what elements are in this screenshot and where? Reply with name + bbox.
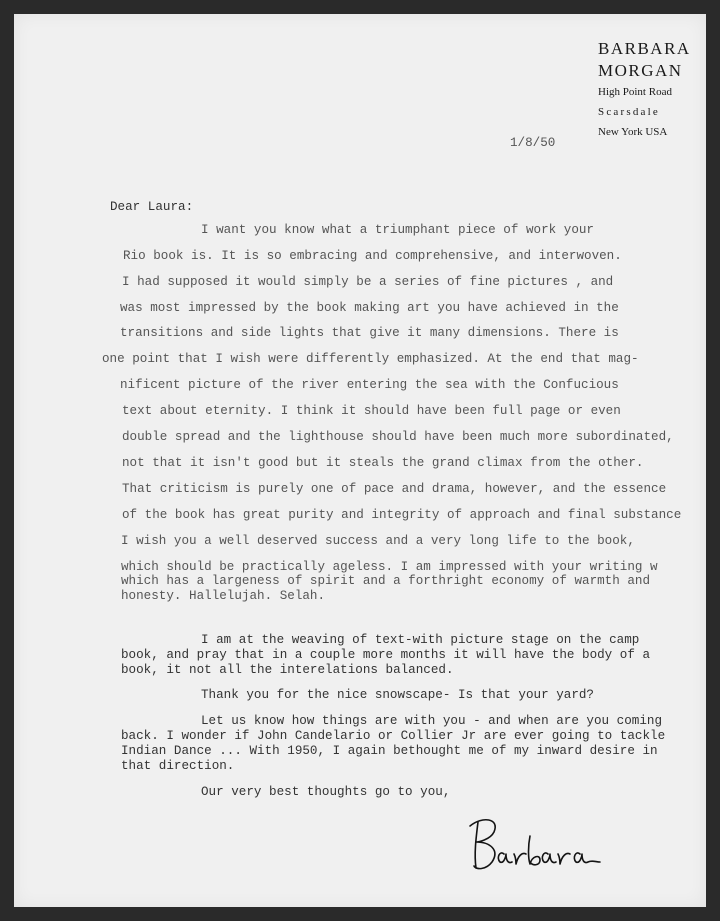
letterhead-state: New York USA: [598, 126, 668, 138]
body-line: I am at the weaving of text-with picture stage on the camp: [201, 633, 640, 647]
body-line: back. I wonder if John Candelario or Collier Jr are ever going to tackle: [121, 729, 666, 743]
body-line: not that it isn't good but it steals the grand climax from the other.: [122, 456, 644, 470]
body-line: Let us know how things are with you - and when are you coming: [201, 714, 663, 728]
body-line: nificent picture of the river entering the sea with the Confucious: [120, 378, 619, 392]
body-line: Thank you for the nice snowscape- Is that your yard?: [201, 688, 594, 702]
body-line: Rio book is. It is so embracing and comprehensive, and interwoven.: [123, 249, 622, 263]
letter-page: [14, 14, 706, 907]
body-line: was most impressed by the book making art you have achieved in the: [120, 301, 619, 315]
body-line: I want you know what a triumphant piece of work your: [201, 223, 594, 237]
letter-date: 1/8/50: [510, 136, 556, 150]
letterhead-name-last: MORGAN: [598, 61, 683, 80]
letterhead: [598, 38, 691, 142]
handwritten-signature: [464, 810, 604, 880]
body-line: honesty. Hallelujah. Selah.: [121, 589, 326, 603]
body-line: book, it not all the interelations balanced.: [121, 663, 454, 677]
salutation: Dear Laura:: [110, 200, 194, 214]
body-line: double spread and the lighthouse should have been much more subordinated,: [122, 430, 674, 444]
body-line: of the book has great purity and integrity of approach and final substance: [122, 508, 682, 522]
letterhead-name-first: BARBARA: [598, 39, 691, 58]
body-line: which has a largeness of spirit and a forthright economy of warmth and: [121, 574, 651, 588]
body-line: book, and pray that in a couple more months it will have the body of a: [121, 648, 651, 662]
body-line: I wish you a well deserved success and a very long life to the book,: [121, 534, 635, 548]
body-line: That criticism is purely one of pace and drama, however, and the essence: [122, 482, 667, 496]
letterhead-street: High Point Road: [598, 86, 672, 98]
body-line: transitions and side lights that give it many dimensions. There is: [120, 326, 619, 340]
body-line: text about eternity. I think it should have been full page or even: [122, 404, 621, 418]
closing: Our very best thoughts go to you,: [201, 785, 451, 799]
body-line: which should be practically ageless. I am impressed with your writing w: [121, 560, 658, 574]
body-line: that direction.: [121, 759, 235, 773]
body-line: Indian Dance ... With 1950, I again bethought me of my inward desire in: [121, 744, 658, 758]
letterhead-town: Scarsdale: [598, 106, 660, 118]
body-line: I had supposed it would simply be a series of fine pictures , and: [122, 275, 614, 289]
body-line: one point that I wish were differently emphasized. At the end that mag-: [102, 352, 639, 366]
